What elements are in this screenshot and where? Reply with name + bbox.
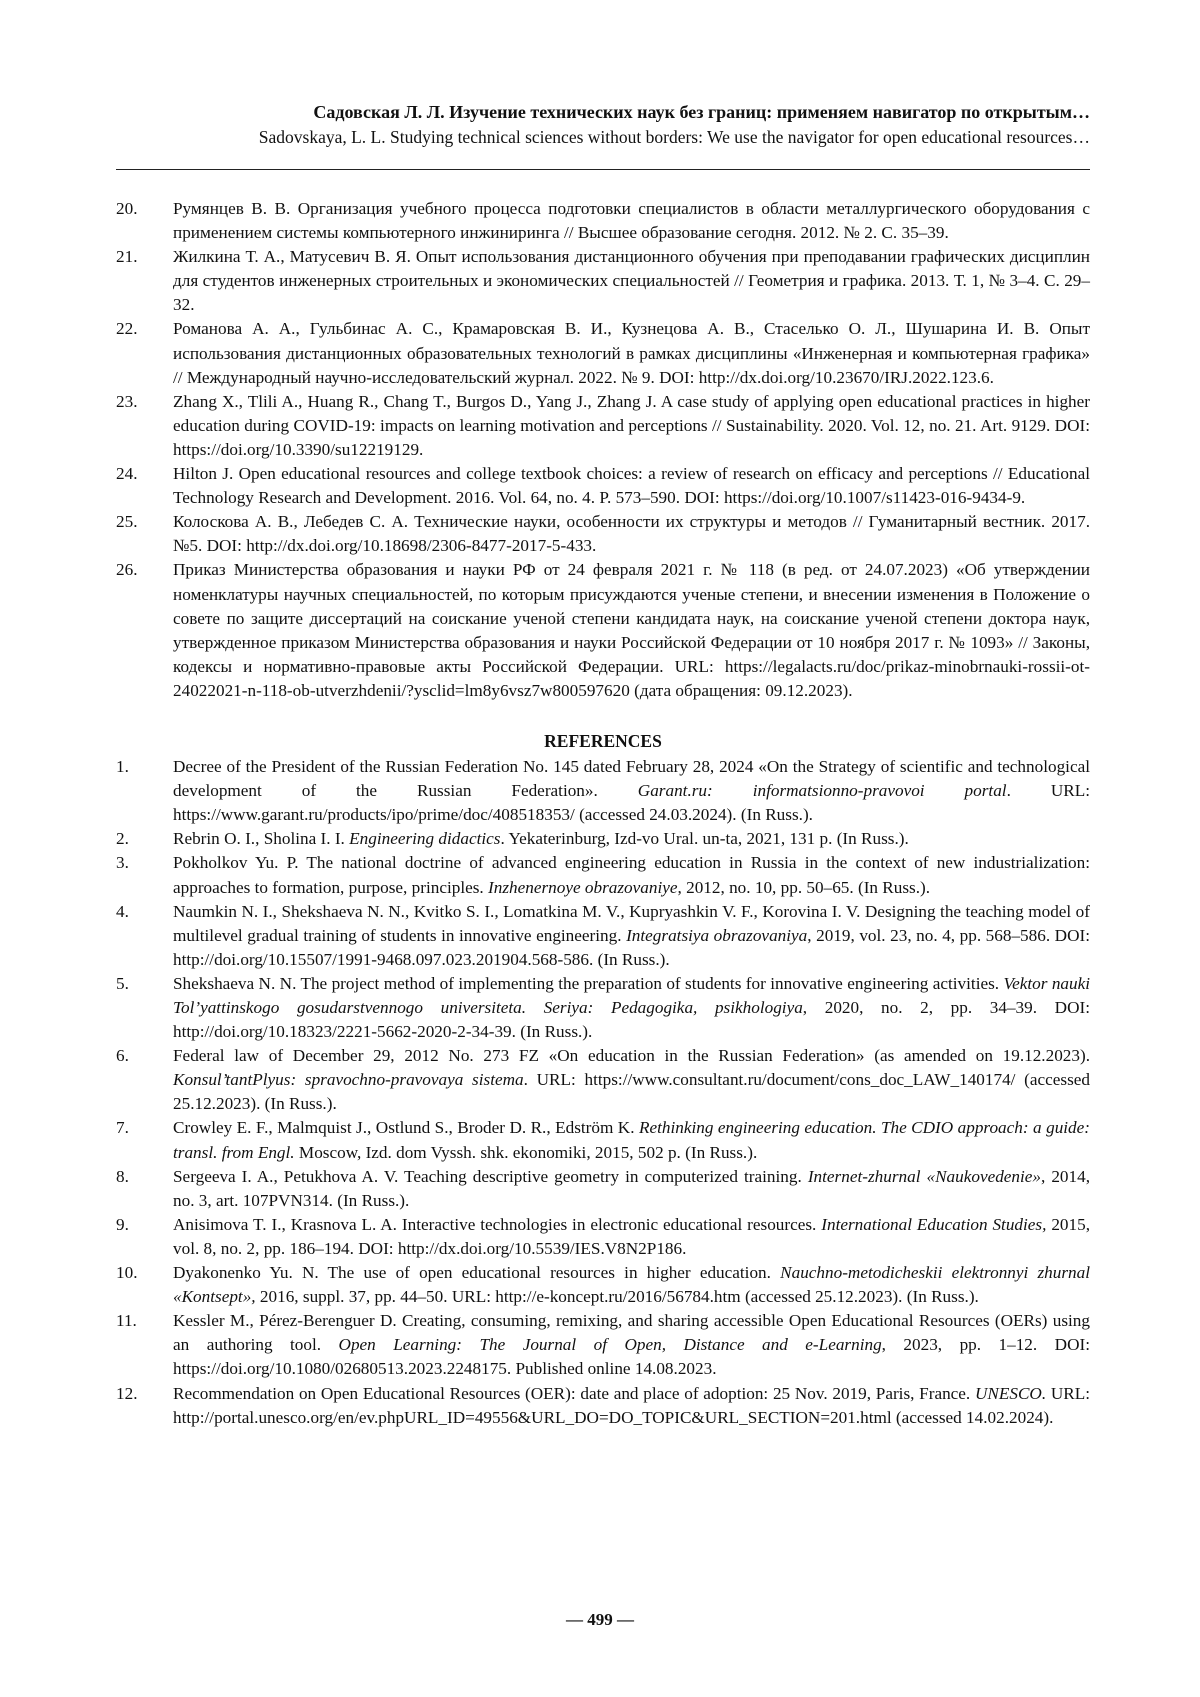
article-body	[116, 197, 1090, 1430]
reference-italic-segment: Inzhenernoye obrazovaniye	[488, 878, 677, 897]
reference-segment: Anisimova T. I., Krasnova L. A. Interactive technologies in electronic educational resources.	[173, 1215, 821, 1234]
reference-segment: Shekshaeva N. N. The project method of implementing the preparation of students for innovative engineering activities.	[173, 974, 1004, 993]
reference-segment: , 2012, no. 10, pp. 50–65. (In Russ.).	[678, 878, 931, 897]
reference-number: 8.	[116, 1165, 173, 1189]
reference-item	[116, 558, 1090, 703]
reference-segment: Романова А. А., Гульбинас А. С., Крамаровская В. И., Кузнецова А. В., Стаселько О. Л., Шушарина И. В. Опыт использования дистанционных образовательных технологий в рамках дисциплины «Инженерная и компьютерная графика» // Международный научно-исследовательский журнал. 2022. № 9. DOI: http://dx.doi.org/10.23670/IRJ.2022.123.6.	[173, 319, 1090, 386]
reference-number: 9.	[116, 1213, 173, 1237]
russian-reference-list	[116, 197, 1090, 703]
reference-item	[116, 390, 1090, 462]
reference-text	[173, 851, 1090, 899]
page-number: — 499 —	[0, 1610, 1200, 1630]
reference-item	[116, 1044, 1090, 1116]
reference-number: 10.	[116, 1261, 173, 1285]
reference-item	[116, 900, 1090, 972]
reference-text	[173, 1044, 1090, 1116]
reference-number: 12.	[116, 1382, 173, 1406]
reference-segment: Румянцев В. В. Организация учебного процесса подготовки специалистов в области металлургического оборудования с применением системы компьютерного инжиниринга // Высшее образование сегодня. 2012. № 2. С. 35–39.	[173, 199, 1090, 242]
reference-item	[116, 245, 1090, 317]
reference-number: 1.	[116, 755, 173, 779]
reference-italic-segment: Engineering didactics	[349, 829, 500, 848]
reference-item	[116, 197, 1090, 245]
reference-segment: . Yekaterinburg, Izd-vo Ural. un-ta, 2021, 131 p. (In Russ.).	[500, 829, 908, 848]
reference-text	[173, 462, 1090, 510]
reference-segment: 2015, vol. 8, no. 2, pp. 186–194. DOI: http://dx.doi.org/10.5539/IES.V8N2P186.	[173, 1215, 1090, 1258]
reference-text	[173, 1213, 1090, 1261]
reference-number: 24.	[116, 462, 173, 486]
reference-segment: 2016, suppl. 37, pp. 44–50. URL: http://e-koncept.ru/2016/56784.htm (accessed 25.12.2023). (In Russ.).	[256, 1287, 979, 1306]
reference-italic-segment: Internet-zhurnal «Naukovedenie»	[808, 1167, 1041, 1186]
reference-italic-segment: Konsul’tantPlyus: spravochno-pravovaya sistema	[173, 1070, 524, 1089]
reference-item	[116, 317, 1090, 389]
reference-segment: . URL: https://www.consultant.ru/document/cons_doc_LAW_140174/ (accessed 25.12.2023). (In Russ.).	[173, 1070, 1090, 1113]
reference-number: 22.	[116, 317, 173, 341]
reference-item	[116, 972, 1090, 1044]
reference-item	[116, 851, 1090, 899]
reference-item	[116, 827, 1090, 851]
reference-number: 23.	[116, 390, 173, 414]
reference-number: 5.	[116, 972, 173, 996]
reference-text	[173, 1261, 1090, 1309]
header-divider	[116, 169, 1090, 170]
reference-number: 4.	[116, 900, 173, 924]
references-heading: REFERENCES	[116, 729, 1090, 753]
reference-italic-segment: Integratsiya obrazovaniya	[626, 926, 807, 945]
reference-segment: Decree of the President of the Russian Federation No. 145 dated February 28, 2024 «On the Strategy of scientific and technological development of the Russian Federation».	[173, 757, 1090, 800]
reference-number: 26.	[116, 558, 173, 582]
reference-number: 2.	[116, 827, 173, 851]
reference-segment: Moscow, Izd. dom Vyssh. shk. ekonomiki, 2015, 502 p. (In Russ.).	[295, 1143, 758, 1162]
reference-segment: Crowley E. F., Malmquist J., Ostlund S., Broder D. R., Edström K.	[173, 1118, 639, 1137]
reference-item	[116, 1309, 1090, 1381]
reference-segment: , 2023, pp. 1–12. DOI: https://doi.org/10.1080/02680513.2023.2248175. Published online 14.08.2023.	[173, 1335, 1090, 1378]
reference-text	[173, 390, 1090, 462]
reference-item	[116, 1261, 1090, 1309]
reference-text	[173, 197, 1090, 245]
page	[0, 0, 1200, 1697]
reference-segment: , 2020, no. 2, pp. 34–39. DOI: http://doi.org/10.18323/2221-5662-2020-2-34-39. (In Russ.).	[173, 998, 1090, 1041]
reference-text	[173, 317, 1090, 389]
reference-number: 20.	[116, 197, 173, 221]
reference-segment: Kessler M., Pérez-Berenguer D. Creating, consuming, remixing, and sharing accessible Open Educational Resources (OERs) using an authoring tool.	[173, 1311, 1090, 1354]
english-reference-list	[116, 755, 1090, 1430]
reference-text	[173, 1116, 1090, 1164]
reference-item	[116, 1165, 1090, 1213]
reference-text	[173, 827, 1090, 851]
reference-item	[116, 1116, 1090, 1164]
reference-segment: Federal law of December 29, 2012 No. 273 FZ «On education in the Russian Federation» (as amended on 19.12.2023).	[173, 1046, 1090, 1065]
running-header	[116, 100, 1090, 150]
reference-number: 25.	[116, 510, 173, 534]
reference-segment: . URL: https://www.garant.ru/products/ipo/prime/doc/408518353/ (accessed 24.03.2024). (In Russ.).	[173, 781, 1090, 824]
reference-italic-segment: Open Learning: The Journal of Open, Distance and e-Learning	[339, 1335, 882, 1354]
reference-text	[173, 1309, 1090, 1381]
reference-text	[173, 245, 1090, 317]
running-header-ru: Садовская Л. Л. Изучение технических наук без границ: применяем навигатор по открытым…	[116, 100, 1090, 125]
reference-segment: Dyakonenko Yu. N. The use of open educational resources in higher education.	[173, 1263, 780, 1282]
reference-segment: , 2014, no. 3, art. 107PVN314. (In Russ.).	[173, 1167, 1090, 1210]
reference-number: 7.	[116, 1116, 173, 1140]
reference-segment: Колоскова А. В., Лебедев С. А. Технические науки, особенности их структуры и методов // Гуманитарный вестник. 2017. №5. DOI: http://dx.doi.org/10.18698/2306-8477-2017-5-433.	[173, 512, 1090, 555]
reference-item	[116, 462, 1090, 510]
reference-segment: Zhang X., Tlili A., Huang R., Chang T., Burgos D., Yang J., Zhang J. A case study of applying open educational practices in higher education during COVID-19: impacts on learning motivation and perceptions // Sustainability. 2020. Vol. 12, no. 21. Art. 9129. DOI: https://doi.org/10.3390/su12219129.	[173, 392, 1090, 459]
reference-item	[116, 510, 1090, 558]
reference-segment: Naumkin N. I., Shekshaeva N. N., Kvitko S. I., Lomatkina M. V., Kupryashkin V. F., Korovina I. V. Designing the teaching model of multilevel gradual training of students in innovative engineering.	[173, 902, 1090, 945]
reference-segment: Recommendation on Open Educational Resources (OER): date and place of adoption: 25 Nov. 2019, Paris, France.	[173, 1384, 975, 1403]
reference-item	[116, 755, 1090, 827]
reference-text	[173, 558, 1090, 703]
reference-text	[173, 510, 1090, 558]
reference-number: 6.	[116, 1044, 173, 1068]
reference-number: 21.	[116, 245, 173, 269]
reference-italic-segment: International Education Studies,	[821, 1215, 1046, 1234]
reference-text	[173, 972, 1090, 1044]
reference-segment: , 2019, vol. 23, no. 4, pp. 568–586. DOI: http://doi.org/10.15507/1991-9468.097.023.201904.568-586. (In Russ.).	[173, 926, 1090, 969]
reference-segment: Жилкина Т. А., Матусевич В. Я. Опыт использования дистанционного обучения при преподавании графических дисциплин для студентов инженерных строительных и экономических специальностей // Геометрия и графика. 2013. Т. 1, № 3–4. С. 29–32.	[173, 247, 1090, 314]
reference-italic-segment: UNESCO.	[975, 1384, 1046, 1403]
reference-segment: Rebrin O. I., Sholina I. I.	[173, 829, 349, 848]
running-header-en: Sadovskaya, L. L. Studying technical sciences without borders: We use the navigator for open educational resources…	[116, 125, 1090, 150]
reference-number: 11.	[116, 1309, 173, 1333]
reference-segment: Pokholkov Yu. P. The national doctrine of advanced engineering education in Russia in the context of new industrialization: approaches to formation, purpose, principles.	[173, 853, 1090, 896]
reference-text	[173, 900, 1090, 972]
reference-text	[173, 1382, 1090, 1430]
reference-italic-segment: Vektor nauki Tol’yattinskogo gosudarstvennogo universiteta. Seriya: Pedagogika, psikhologiya	[173, 974, 1090, 1017]
reference-segment: Hilton J. Open educational resources and college textbook choices: a review of research on efficacy and perceptions // Educational Technology Research and Development. 2016. Vol. 64, no. 4. P. 573–590. DOI: https://doi.org/10.1007/s11423-016-9434-9.	[173, 464, 1090, 507]
reference-item	[116, 1382, 1090, 1430]
reference-text	[173, 1165, 1090, 1213]
reference-text	[173, 755, 1090, 827]
reference-italic-segment: Rethinking engineering education. The CDIO approach: a guide: transl. from Engl.	[173, 1118, 1090, 1161]
reference-number: 3.	[116, 851, 173, 875]
reference-segment: URL: http://portal.unesco.org/en/ev.phpURL_ID=49556&URL_DO=DO_TOPIC&URL_SECTION=201.html (accessed 14.02.2024).	[173, 1384, 1090, 1427]
reference-item	[116, 1213, 1090, 1261]
reference-segment: Приказ Министерства образования и науки РФ от 24 февраля 2021 г. № 118 (в ред. от 24.07.2023) «Об утверждении номенклатуры научных специальностей, по которым присуждаются ученые степени, и внесении изменения в Положение о совете по защите диссертаций на соискание ученой степени кандидата наук, на соискание ученой степени доктора наук, утвержденное приказом Министерства образования и науки Российской Федерации от 10 ноября 2017 г. № 1093» // Законы, кодексы и нормативно-правовые акты Российской Федерации. URL: https://legalacts.ru/doc/prikaz-minobrnauki-rossii-ot-24022021-n-118-ob-utverzhdenii/?ysclid=lm8y6vsz7w800597620 (дата обращения: 09.12.2023).	[173, 560, 1090, 699]
reference-italic-segment: Garant.ru: informatsionno-pravovoi portal	[638, 781, 1007, 800]
reference-italic-segment: Nauchno-metodicheskii elektronnyi zhurnal «Kontsept»,	[173, 1263, 1090, 1306]
reference-segment: Sergeeva I. A., Petukhova A. V. Teaching descriptive geometry in computerized training.	[173, 1167, 808, 1186]
